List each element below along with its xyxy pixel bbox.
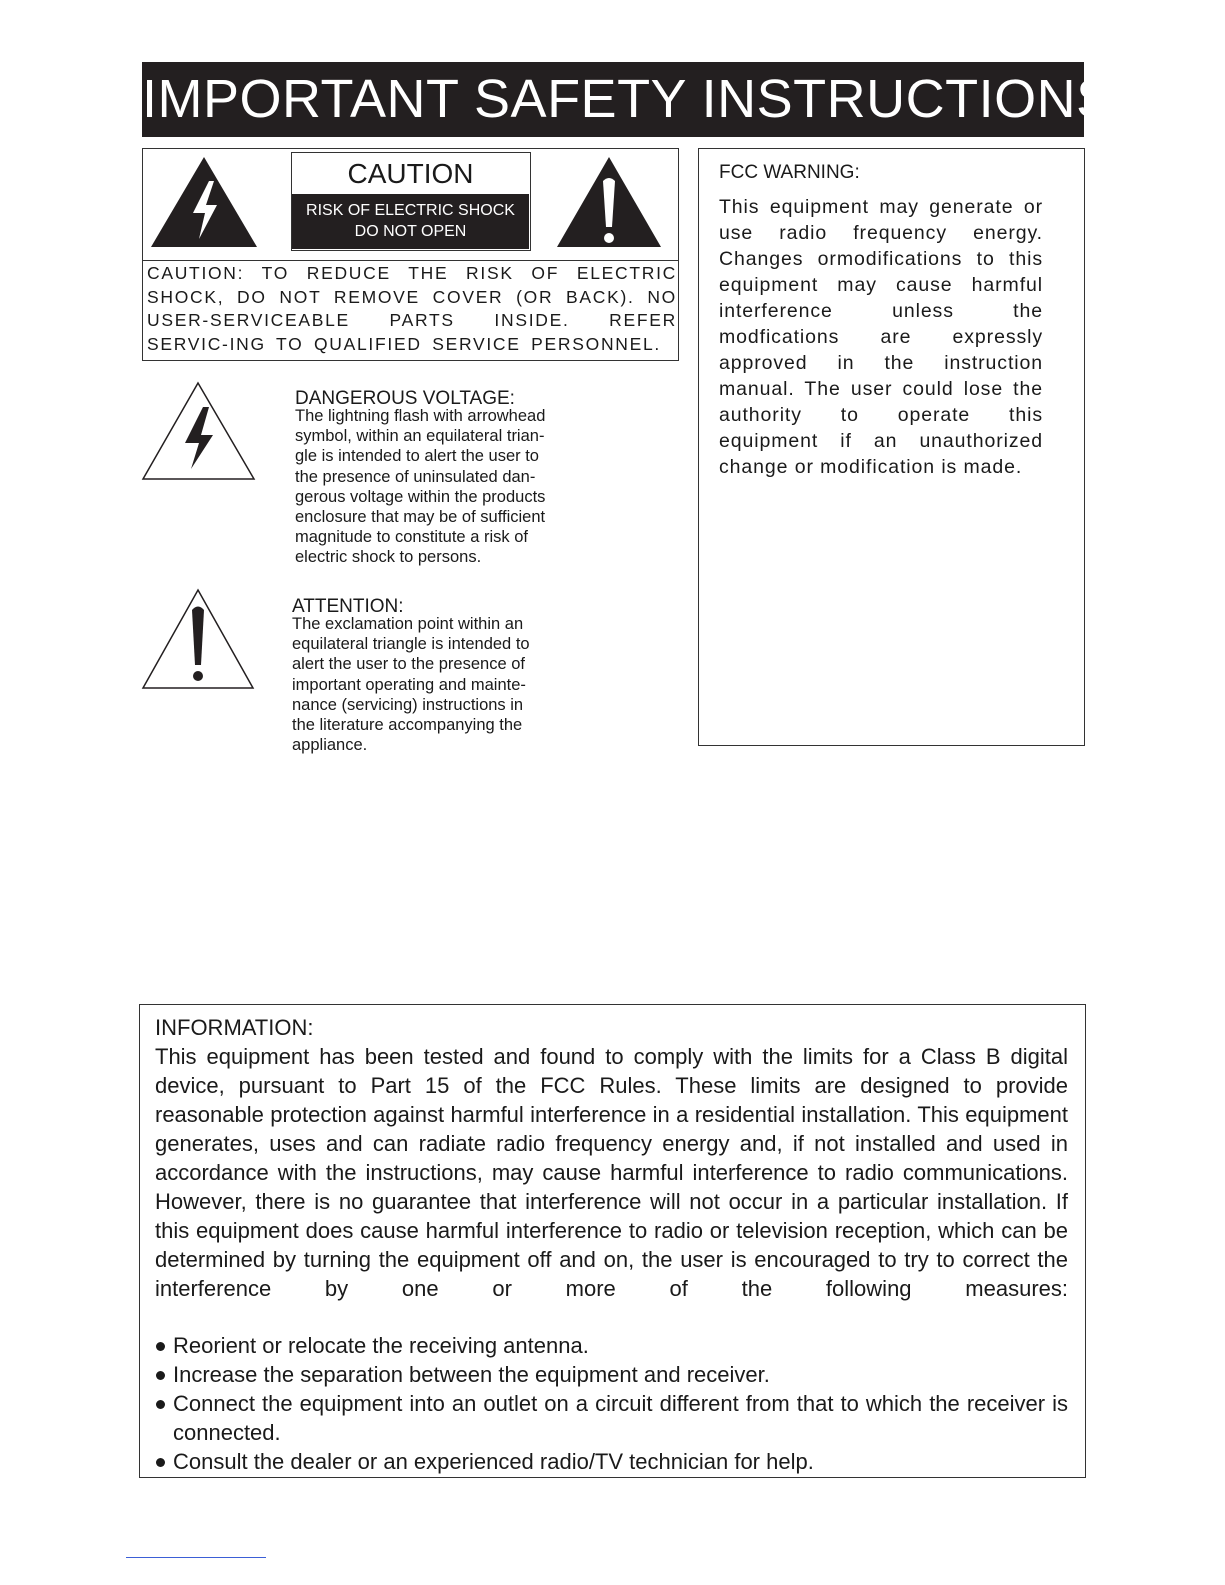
dangerous-voltage-line: gerous voltage within the products <box>295 487 546 506</box>
caution-label-warning <box>292 194 529 249</box>
dangerous-voltage-line: the presence of uninsulated dan- <box>295 467 536 486</box>
list-item: Increase the separation between the equipment and receiver. <box>155 1360 1068 1389</box>
attention-title: ATTENTION: <box>292 596 404 617</box>
dangerous-voltage-line: The lightning flash with arrowhead <box>295 407 546 425</box>
caution-label-line1: RISK OF ELECTRIC SHOCK <box>306 202 515 219</box>
attention-line: appliance. <box>292 736 368 755</box>
exclamation-triangle-outline-icon <box>141 588 255 690</box>
caution-text: CAUTION: TO REDUCE THE RISK OF ELECTRIC SHOCK, DO NOT REMOVE COVER (OR BACK). NO USER-SERVICEABLE PARTS INSIDE. REFER SERVIC-ING TO QUALIFIED SERVICE PERSONNEL. <box>147 263 677 354</box>
attention-line: the literature accompanying the <box>292 716 523 735</box>
attention-line: equilateral triangle is intended to <box>292 635 530 654</box>
information-measures-list <box>155 1331 1068 1476</box>
attention-text <box>292 614 530 755</box>
information-title: INFORMATION: <box>155 1015 314 1040</box>
list-item: Connect the equipment into an outlet on a circuit different from that to which the receiver is connected. <box>155 1389 1068 1447</box>
caution-label <box>291 152 531 251</box>
footer-rule <box>126 1557 266 1558</box>
dangerous-voltage-line: symbol, within an equilateral trian- <box>295 427 545 446</box>
attention-line: alert the user to the presence of <box>292 655 525 674</box>
list-item: Reorient or relocate the receiving antenna. <box>155 1331 1068 1360</box>
attention-line: nance (servicing) instructions in <box>292 695 524 714</box>
fcc-warning-title: FCC WARNING: <box>719 162 860 183</box>
dangerous-voltage-line: enclosure that may be of sufficient <box>295 508 546 527</box>
dangerous-voltage-line: magnitude to constitute a risk of <box>295 528 528 547</box>
dangerous-voltage-title: DANGEROUS VOLTAGE: <box>295 388 515 409</box>
dangerous-voltage-line: electric shock to persons. <box>295 548 482 567</box>
information-text: This equipment has been tested and found to comply with the limits for a Class B digital device, pursuant to Part 15 of the FCC Rules. These limits are designed to provide reasonable protection against harmful interference in a residential installation. This equipment generates, uses and can radiate radio frequency energy and, if not installed and used in accordance with the instructions, may cause harmful interference to radio communications. However, there is no guarantee that interference will not occur in a particular installation. If this equipment does cause harmful interference to radio or television reception, which can be determined by turning the equipment off and on, the user is encouraged to try to correct the interference by one or more of the following measures: <box>155 1044 1068 1301</box>
caution-label-line2: DO NOT OPEN <box>354 223 467 240</box>
page-title: IMPORTANT SAFETY INSTRUCTIONS <box>142 62 1084 137</box>
caution-label-title: CAUTION <box>347 158 474 189</box>
lightning-triangle-outline-icon <box>141 381 256 481</box>
lightning-triangle-icon <box>149 155 259 249</box>
fcc-warning-text: This equipment may generate or use radio frequency energy. Changes ormodifications to this equipment may cause harmful interference unless the modfications are expressly approved in the instruction manual. The user could lose the authority to operate this equipment if an unauthorized change or modification is made. <box>719 196 1043 478</box>
dangerous-voltage-text <box>295 406 545 568</box>
dangerous-voltage-line: gle is intended to alert the user to <box>295 447 539 466</box>
exclamation-triangle-icon <box>555 155 663 249</box>
attention-line: The exclamation point within an <box>292 615 524 633</box>
list-item: Consult the dealer or an experienced radio/TV technician for help. <box>155 1447 1068 1476</box>
attention-line: important operating and mainte- <box>292 675 526 694</box>
caution-divider <box>142 260 679 261</box>
